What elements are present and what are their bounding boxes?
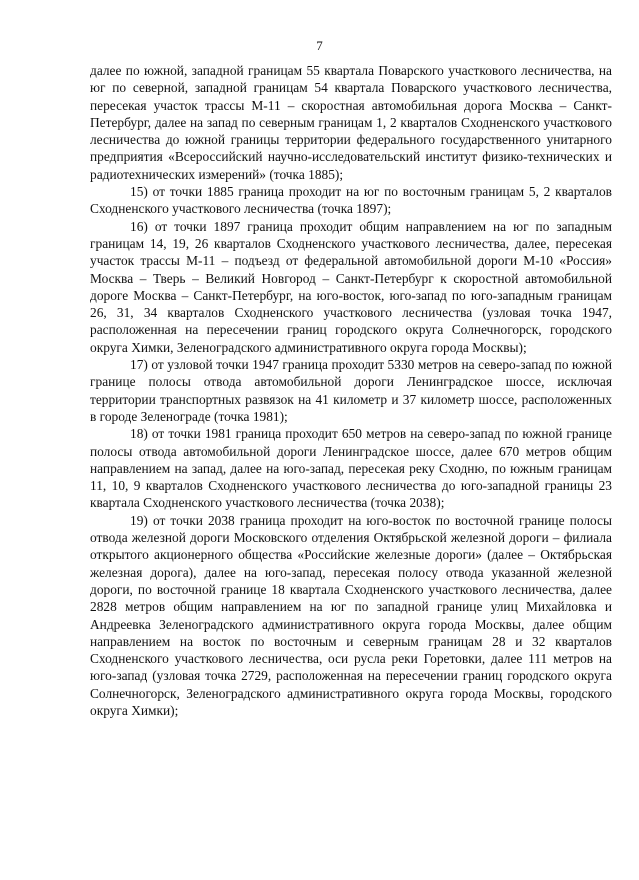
document-body bbox=[90, 62, 612, 719]
page-number: 7 bbox=[316, 38, 323, 53]
paragraph-item-17: 17) от узловой точки 1947 граница проходит 5330 метров на северо-запад по южной границе полосы отвода автомобильной дороги Ленинградское шоссе, исключая территории транспортных развязок на 41 километр и 37 километр шоссе, расположенных в городе Зеленограде (точка 1981); bbox=[90, 357, 612, 424]
paragraph-item-16: 16) от точки 1897 граница проходит общим направлением на юг по западным границам 14, 19, 26 кварталов Сходненского участкового лесничества, далее, пересекая участок трассы М-11 – подъезд от федеральной автомобильной дороги М-10 «Россия» Москва – Тверь – Великий Новгород – Санкт-Петербург к скоростной автомобильной дороге Москва – Санкт-Петербург, на юго-восток, юго-запад по юго-западным границам 26, 31, 34 кварталов Сходненского участкового лесничества (узловая точка 1947, расположенная на пересечении границ городского округа Солнечногорск, городского округа Химки, Зеленоградского административного округа города Москвы); bbox=[90, 218, 612, 355]
paragraph-item-19: 19) от точки 2038 граница проходит на юго-восток по восточной границе полосы отвода железной дороги Московского отделения Октябрьской железной дороги – филиала открытого акционерного общества «Российские железные дороги» (далее – Октябрьская железная дорога), далее на юго-запад, пересекая полосу отвода указанной железной дороги, по восточной границе 18 квартала Сходненского участкового лесничества, далее 2828 метров общим направлением на юг по западной границе улиц Михайловка и Андреевка Зеленоградского административного округа города Москвы, далее общим направлением на восток по восточным и северным границам 28 и 32 кварталов Сходненского участкового лесничества, оси русла реки Горетовки, далее 111 метров на юго-запад (узловая точка 2729, расположенная на пересечении границ городского округа Солнечногорск, Зеленоградского административного округа города Москвы, городского округа Химки); bbox=[90, 512, 612, 718]
paragraph-item-18: 18) от точки 1981 граница проходит 650 метров на северо-запад по южной границе полосы отвода автомобильной дороги Ленинградское шоссе, далее 670 метров общим направлением на запад, далее на юго-запад, пересекая реку Сходню, по южным границам 11, 10, 9 кварталов Сходненского участкового лесничества до юго-западной границы 23 квартала Сходненского участкового лесничества (точка 2038); bbox=[90, 426, 612, 511]
paragraph-continuation: далее по южной, западной границам 55 квартала Поварского участкового лесничества, на юг по северной, западной границам 54 квартала Поварского участкового лесничества, пересекая участок трассы М-11 – скоростная автомобильная дорога Москва – Санкт-Петербург, далее на запад по северным границам 1, 2 кварталов Сходненского участкового лесничества до южной границы территории федерального государственного унитарного предприятия «Всероссийский научно-исследовательский институт физико-технических и радиотехнических измерений» (точка 1885); bbox=[90, 63, 612, 182]
paragraph-item-15: 15) от точки 1885 граница проходит на юг по восточным границам 5, 2 кварталов Сходненского участкового лесничества (точка 1897); bbox=[90, 184, 612, 217]
